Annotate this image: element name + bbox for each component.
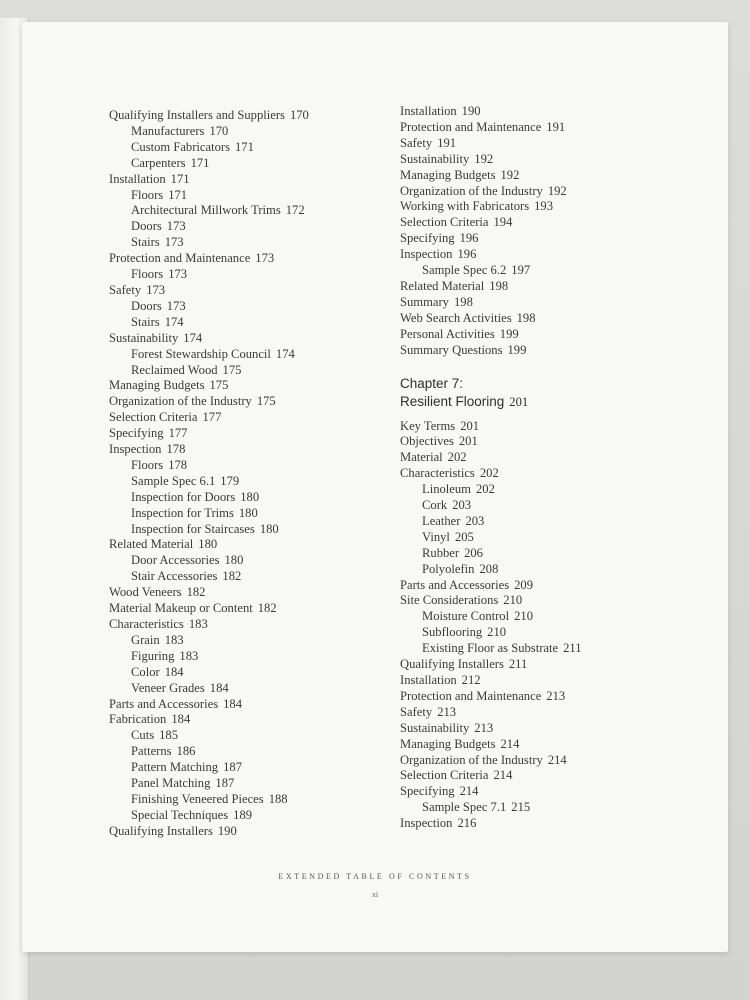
toc-entry-page: 173 (164, 235, 184, 250)
toc-entry (400, 184, 700, 200)
chapter-title-line (400, 393, 700, 411)
toc-entry-page: 171 (235, 139, 254, 154)
toc-entry-page: 199 (507, 342, 527, 357)
toc-entry (109, 824, 379, 840)
toc-entry-page: 208 (479, 561, 499, 576)
toc-entry (109, 267, 379, 283)
toc-entry (109, 697, 379, 713)
toc-entry-label: Installation (109, 171, 166, 186)
toc-entry-page: 210 (514, 609, 533, 624)
toc-entry-page: 199 (499, 326, 519, 341)
toc-entry-label: Working with Fabricators (400, 199, 530, 214)
toc-entry-label: Wood Veneers (109, 585, 182, 600)
toc-entry-label: Figuring (131, 648, 175, 663)
toc-entry-label: Parts and Accessories (400, 577, 510, 592)
toc-entry (109, 681, 379, 697)
toc-entry-label: Leather (422, 513, 461, 528)
toc-entry (109, 712, 379, 728)
toc-entry-label: Installation (400, 673, 457, 687)
toc-entry (400, 768, 700, 784)
toc-entry-page: 211 (563, 641, 582, 656)
toc-entry (400, 562, 700, 578)
toc-entry (400, 641, 700, 657)
toc-entry-label: Safety (400, 135, 433, 150)
toc-entry (109, 124, 379, 140)
toc-entry-label: Patterns (131, 744, 172, 759)
toc-entry-page: 205 (454, 529, 474, 544)
toc-entry-page: 213 (474, 720, 494, 735)
toc-entry-label: Inspection (400, 247, 453, 262)
toc-entry-page: 192 (547, 183, 567, 198)
toc-entry-page: 198 (453, 294, 473, 309)
toc-entry-label: Veneer Grades (131, 680, 205, 695)
toc-entry (400, 689, 700, 705)
toc-entry-page: 182 (222, 569, 242, 584)
toc-entry (109, 553, 379, 569)
toc-entry-label: Characteristics (109, 617, 184, 631)
toc-entry-label: Summary Questions (400, 342, 503, 357)
toc-entry-label: Characteristics (400, 466, 475, 481)
toc-entry-page: 191 (546, 119, 566, 134)
toc-entry (400, 578, 700, 594)
toc-entry-label: Moisture Control (422, 609, 510, 624)
toc-entry-label: Material (400, 450, 443, 465)
toc-entry-page: 183 (188, 617, 208, 631)
toc-entry (400, 215, 700, 231)
toc-entry-label: Linoleum (422, 482, 471, 497)
toc-entry-label: Sample Spec 6.1 (131, 473, 216, 488)
toc-entry-page: 184 (209, 680, 229, 695)
toc-entry-label: Door Accessories (131, 553, 220, 568)
toc-entry (400, 419, 700, 435)
toc-entry-label: Custom Fabricators (131, 139, 230, 154)
toc-entry (400, 450, 700, 466)
chapter-heading (400, 375, 700, 411)
toc-entry-label: Parts and Accessories (109, 696, 219, 711)
toc-entry-page: 180 (240, 489, 260, 504)
toc-entry (400, 231, 700, 247)
toc-entry-label: Organization of the Industry (109, 394, 252, 409)
toc-entry-page: 179 (220, 473, 240, 488)
toc-entry-label: Managing Budgets (400, 736, 496, 751)
toc-right-column (400, 104, 700, 832)
toc-entry-label: Carpenters (131, 155, 186, 170)
toc-entry (400, 466, 700, 482)
toc-entry-page: 173 (168, 267, 188, 282)
toc-entry (109, 172, 379, 188)
toc-entry-page: 193 (534, 199, 553, 214)
toc-entry (400, 657, 700, 673)
toc-entry-page: 211 (508, 657, 528, 672)
toc-entry-label: Qualifying Installers and Suppliers (109, 108, 285, 122)
toc-entry-page: 212 (461, 673, 481, 687)
toc-entry-label: Material Makeup or Content (109, 601, 253, 616)
toc-entry-page: 177 (202, 410, 222, 425)
toc-entry (109, 617, 379, 633)
toc-entry-label: Safety (109, 282, 142, 297)
toc-entry (109, 140, 379, 156)
toc-entry-page: 184 (164, 664, 184, 679)
toc-entry-label: Floors (131, 267, 164, 282)
toc-entry (109, 792, 379, 808)
toc-entry-label: Protection and Maintenance (400, 688, 542, 703)
toc-entry-page: 213 (546, 688, 566, 703)
running-title: EXTENDED TABLE OF CONTENTS (278, 872, 472, 881)
toc-entry-label: Related Material (109, 537, 194, 552)
toc-entry-label: Floors (131, 457, 164, 472)
toc-entry (400, 753, 700, 769)
toc-entry (109, 426, 379, 442)
toc-entry (109, 522, 379, 538)
toc-entry-page: 209 (514, 577, 534, 592)
toc-entry-page: 198 (489, 278, 509, 293)
toc-entry-page: 173 (166, 219, 186, 234)
toc-entry-page: 214 (459, 784, 479, 799)
toc-entry-page: 192 (500, 167, 520, 182)
toc-entry (400, 199, 700, 215)
toc-entry-page: 215 (511, 800, 531, 815)
toc-entry (109, 156, 379, 172)
toc-entry (109, 537, 379, 553)
toc-entry-label: Sustainability (109, 330, 179, 345)
toc-entry-page: 177 (168, 426, 188, 441)
toc-entry-label: Manufacturers (131, 123, 205, 138)
toc-entry (109, 633, 379, 649)
toc-entry-page: 175 (209, 378, 229, 393)
toc-entry-page: 203 (452, 498, 472, 513)
toc-entry-page: 203 (465, 513, 485, 528)
toc-entry (109, 776, 379, 792)
toc-entry (400, 136, 700, 152)
toc-entry (400, 737, 700, 753)
toc-entry-label: Managing Budgets (109, 378, 205, 393)
toc-entry-label: Color (131, 664, 160, 679)
toc-entry-page: 171 (168, 187, 188, 202)
toc-entry-page: 180 (198, 537, 218, 552)
toc-entry-page: 191 (437, 135, 457, 150)
toc-entry-page: 201 (460, 418, 480, 433)
toc-entry-label: Sustainability (400, 151, 470, 166)
toc-entry-page: 192 (474, 151, 494, 166)
toc-entry-page: 183 (179, 648, 199, 663)
toc-entry-label: Panel Matching (131, 776, 211, 791)
toc-entry-label: Inspection for Staircases (131, 521, 255, 536)
toc-entry-page: 196 (457, 247, 477, 262)
toc-entry (400, 247, 700, 263)
toc-entry-label: Sample Spec 6.2 (422, 263, 507, 278)
toc-entry (109, 442, 379, 458)
toc-entry-label: Web Search Activities (400, 310, 512, 325)
toc-entry-label: Key Terms (400, 418, 456, 433)
toc-entry-label: Inspection (400, 816, 453, 831)
toc-entry-label: Doors (131, 298, 162, 313)
toc-entry (109, 219, 379, 235)
toc-entry-label: Grain (131, 632, 160, 647)
toc-entry-label: Selection Criteria (400, 215, 489, 230)
toc-entry-label: Rubber (422, 545, 460, 560)
toc-entry-label: Inspection for Trims (131, 505, 234, 520)
toc-entry-page: 216 (457, 816, 477, 831)
toc-entry-page: 170 (209, 123, 229, 138)
toc-entry-label: Subflooring (422, 625, 483, 640)
toc-entry-page: 214 (547, 752, 567, 767)
toc-entry (400, 343, 700, 359)
toc-entry-page: 190 (461, 104, 481, 118)
toc-entry (109, 665, 379, 681)
chapter-page-number: 201 (509, 394, 529, 409)
toc-entry (400, 152, 700, 168)
toc-entry-label: Organization of the Industry (400, 752, 543, 767)
toc-entry-page: 213 (437, 704, 457, 719)
toc-entry-page: 174 (164, 314, 184, 329)
chapter-title: Resilient Flooring (400, 393, 505, 409)
toc-entry-label: Specifying (400, 231, 455, 246)
toc-entry-page: 201 (458, 434, 478, 449)
toc-entry-label: Sample Spec 7.1 (422, 800, 507, 815)
toc-entry-label: Stairs (131, 235, 160, 250)
toc-entry-page: 184 (223, 696, 243, 711)
toc-entry-page: 197 (511, 263, 531, 278)
toc-entry-page: 214 (493, 768, 513, 783)
toc-entry (109, 585, 379, 601)
toc-entry (400, 263, 700, 279)
toc-entry (400, 625, 700, 641)
toc-entry-page: 173 (166, 298, 186, 313)
toc-entry-page: 194 (493, 215, 513, 230)
toc-entry-page: 184 (171, 712, 191, 727)
toc-entry-page: 182 (257, 601, 277, 616)
toc-entry-label: Special Techniques (131, 807, 229, 822)
toc-entry (109, 251, 379, 267)
toc-entry-label: Doors (131, 219, 162, 234)
toc-entry (109, 728, 379, 744)
toc-entry (109, 490, 379, 506)
toc-entry-label: Existing Floor as Substrate (422, 641, 559, 656)
toc-entry (400, 784, 700, 800)
toc-entry (400, 120, 700, 136)
toc-entry (109, 203, 379, 219)
toc-entry-page: 198 (516, 310, 536, 325)
toc-entry-label: Safety (400, 704, 433, 719)
toc-entry-page: 186 (176, 744, 196, 759)
toc-entry-label: Cuts (131, 728, 155, 743)
toc-entry (400, 514, 700, 530)
toc-entry (400, 498, 700, 514)
toc-entry-page: 202 (447, 450, 467, 465)
toc-entry-label: Stairs (131, 314, 160, 329)
toc-entry (109, 331, 379, 347)
toc-entry (109, 394, 379, 410)
toc-entry-page: 190 (217, 823, 237, 838)
toc-entry (109, 410, 379, 426)
toc-entry-page: 178 (166, 442, 186, 457)
toc-entry-page: 188 (268, 791, 288, 806)
toc-left-column (109, 108, 379, 840)
toc-entry (109, 235, 379, 251)
toc-entry-label: Stair Accessories (131, 569, 218, 584)
toc-entry-label: Polyolefin (422, 561, 475, 576)
toc-entry (400, 434, 700, 450)
toc-entry-label: Cork (422, 498, 448, 513)
toc-entry-page: 175 (222, 362, 242, 377)
toc-entry-label: Specifying (400, 784, 455, 799)
toc-entry (400, 279, 700, 295)
toc-entry-label: Specifying (109, 426, 164, 441)
toc-entry-label: Qualifying Installers (400, 657, 504, 672)
toc-entry (109, 108, 379, 124)
toc-entry (400, 800, 700, 816)
toc-entry-page: 175 (256, 394, 276, 409)
toc-entry (109, 649, 379, 665)
toc-entry (109, 808, 379, 824)
toc-entry-page: 173 (255, 251, 275, 266)
toc-entry-page: 202 (479, 466, 499, 481)
toc-entry (109, 347, 379, 363)
toc-entry-label: Related Material (400, 278, 485, 293)
toc-entry (400, 705, 700, 721)
toc-entry-label: Fabrication (109, 712, 167, 727)
toc-right-top-list (400, 104, 700, 359)
toc-entry-label: Personal Activities (400, 326, 495, 341)
toc-entry-label: Objectives (400, 434, 454, 449)
toc-entry-label: Selection Criteria (400, 768, 489, 783)
toc-entry-page: 210 (487, 625, 507, 640)
toc-entry-page: 206 (464, 545, 483, 560)
toc-entry (109, 363, 379, 379)
toc-entry-label: Forest Stewardship Council (131, 346, 271, 361)
toc-entry (400, 609, 700, 625)
toc-entry (400, 168, 700, 184)
toc-entry (400, 530, 700, 546)
toc-entry (400, 311, 700, 327)
toc-entry-page: 214 (500, 736, 520, 751)
toc-entry-label: Organization of the Industry (400, 183, 543, 198)
toc-entry-page: 180 (224, 553, 244, 568)
toc-entry (109, 601, 379, 617)
toc-entry (109, 458, 379, 474)
toc-entry-label: Protection and Maintenance (109, 251, 251, 266)
toc-entry-label: Qualifying Installers (109, 823, 213, 838)
toc-entry-label: Floors (131, 187, 164, 202)
toc-entry-label: Protection and Maintenance (400, 119, 542, 134)
toc-entry-page: 183 (164, 632, 184, 647)
toc-entry (400, 546, 700, 562)
toc-entry-label: Inspection for Doors (131, 489, 236, 504)
toc-entry (400, 327, 700, 343)
toc-entry (400, 816, 700, 832)
toc-entry (109, 283, 379, 299)
toc-entry-page: 170 (289, 108, 309, 122)
toc-entry (109, 744, 379, 760)
toc-entry-page: 171 (170, 171, 190, 186)
toc-entry-label: Summary (400, 294, 449, 309)
folio-page-number: xi (371, 890, 379, 899)
toc-entry-page: 178 (168, 457, 188, 472)
toc-entry-label: Vinyl (422, 529, 450, 544)
toc-entry-label: Sustainability (400, 720, 470, 735)
toc-entry (109, 569, 379, 585)
chapter-number: Chapter 7: (400, 375, 464, 391)
toc-entry-page: 174 (275, 346, 295, 361)
toc-entry (400, 721, 700, 737)
toc-entry-page: 187 (215, 776, 235, 791)
toc-entry (109, 506, 379, 522)
toc-entry-page: 210 (503, 593, 523, 608)
toc-entry (109, 188, 379, 204)
toc-entry-page: 172 (285, 203, 305, 218)
toc-entry-label: Installation (400, 104, 457, 118)
toc-entry-page: 202 (475, 482, 495, 497)
toc-entry (109, 315, 379, 331)
toc-entry (400, 482, 700, 498)
toc-entry-page: 187 (223, 760, 242, 775)
toc-entry-label: Managing Budgets (400, 167, 496, 182)
toc-entry-label: Site Considerations (400, 593, 499, 608)
toc-entry-page: 182 (186, 585, 206, 600)
toc-entry (400, 104, 700, 120)
toc-entry-page: 174 (183, 330, 203, 345)
toc-entry-label: Selection Criteria (109, 410, 198, 425)
toc-entry-label: Architectural Millwork Trims (131, 203, 281, 218)
toc-entry (400, 673, 700, 689)
toc-entry-label: Pattern Matching (131, 760, 219, 775)
toc-entry-label: Inspection (109, 442, 162, 457)
toc-entry-page: 185 (159, 728, 178, 743)
toc-entry-page: 189 (233, 807, 253, 822)
toc-entry (109, 760, 379, 776)
toc-entry (400, 593, 700, 609)
toc-entry-page: 196 (459, 231, 479, 246)
toc-entry-page: 173 (146, 282, 166, 297)
toc-entry-page: 180 (259, 521, 279, 536)
toc-entry (109, 474, 379, 490)
toc-entry (109, 299, 379, 315)
toc-entry (109, 378, 379, 394)
toc-right-bottom-list (400, 419, 700, 833)
toc-entry-label: Finishing Veneered Pieces (131, 791, 264, 806)
toc-entry-page: 180 (238, 505, 258, 520)
toc-entry-label: Reclaimed Wood (131, 362, 218, 377)
toc-entry (400, 295, 700, 311)
toc-entry-page: 171 (190, 155, 210, 170)
